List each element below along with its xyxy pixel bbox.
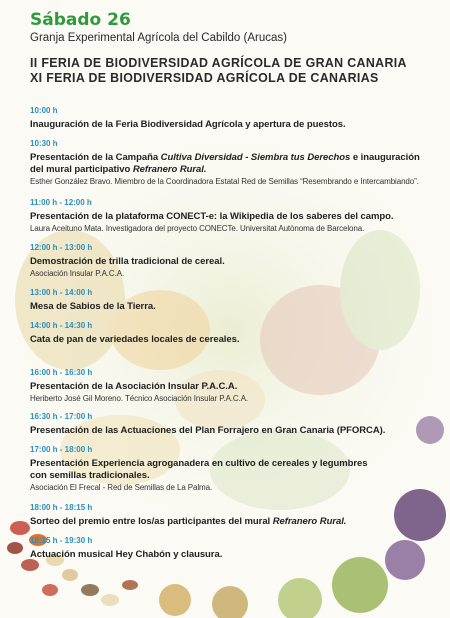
schedule-item (30, 412, 440, 437)
schedule-item (30, 106, 440, 131)
schedule-item (30, 243, 440, 279)
event-title-text: e inauguración (350, 152, 420, 163)
event-time: 12:00 h - 13:00 h (30, 243, 93, 252)
event-title: Presentación de la Asociación Insular P.A.C.A. (30, 381, 238, 392)
event-time: 13:00 h - 14:00 h (30, 288, 93, 297)
event-time: 16:30 h - 17:00 h (30, 412, 93, 421)
day-title: Sábado 26 (30, 10, 131, 30)
schedule-item (30, 503, 440, 528)
event-time: 16:00 h - 16:30 h (30, 368, 93, 377)
event-speaker: Laura Aceituno Mata. Investigadora del proyecto CONECTe. Universitat Autònoma de Barcelona. (30, 224, 365, 233)
fair-title-line2: XI FERIA DE BIODIVERSIDAD AGRÍCOLA DE CANARIAS (30, 70, 379, 86)
event-speaker: Heriberto José Gil Moreno. Técnico Asociación Insular P.A.C.A. (30, 394, 249, 403)
schedule-item (30, 139, 440, 187)
event-title-text: del mural participativo (30, 164, 133, 175)
program-content (30, 10, 440, 86)
schedule-item (30, 198, 440, 234)
event-title: Demostración de trilla tradicional de cereal. (30, 256, 225, 267)
event-title: Cata de pan de variedades locales de cereales. (30, 334, 240, 345)
fair-title-line1: II FERIA DE BIODIVERSIDAD AGRÍCOLA DE GRAN CANARIA (30, 55, 407, 71)
event-time: 18:15 h - 19:30 h (30, 536, 93, 545)
bean-illustration (7, 521, 138, 606)
schedule-item (30, 536, 440, 561)
schedule-item (30, 368, 440, 404)
event-time: 11:00 h - 12:00 h (30, 198, 92, 207)
event-title: Presentación de las Actuaciones del Plan Forrajero en Gran Canaria (PFORCA). (30, 425, 386, 436)
schedule-item (30, 445, 440, 493)
schedule-item (30, 288, 440, 313)
event-title: Mesa de Sabios de la Tierra. (30, 301, 156, 312)
mural-name: Refranero Rural. (272, 516, 347, 527)
event-title: Presentación Experiencia agroganadera en cultivo de cereales y legumbres (30, 458, 368, 469)
event-title: Actuación musical Hey Chabón y clausura. (30, 549, 223, 560)
event-title (30, 152, 440, 164)
event-title-text: Presentación de la Campaña (30, 152, 161, 163)
event-time: 10:30 h (30, 139, 58, 148)
event-time: 14:00 h - 14:30 h (30, 321, 93, 330)
event-speaker: Esther González Bravo. Miembro de la Coordinadora Estatal Red de Semillas “Resembrando e Intercambiando”. (30, 177, 419, 186)
event-title: Presentación de la plataforma CONECT-e: la Wikipedia de los saberes del campo. (30, 211, 394, 222)
mural-name: Refranero Rural. (132, 164, 207, 175)
schedule-item (30, 321, 440, 346)
event-title (30, 516, 440, 528)
event-title (30, 164, 440, 176)
event-title: Inauguración de la Feria Biodiversidad Agrícola y apertura de puestos. (30, 119, 346, 130)
event-time: 18:00 h - 18:15 h (30, 503, 93, 512)
venue-text: Granja Experimental Agrícola del Cabildo (Arucas) (30, 32, 287, 44)
event-time: 10:00 h (30, 106, 58, 115)
event-title-text: Sorteo del premio entre los/as participantes del mural (30, 516, 273, 527)
campaign-name: Cultiva Diversidad - Siembra tus Derechos (160, 152, 351, 163)
event-speaker: Asociación Insular P.A.C.A. (30, 269, 125, 278)
event-speaker: Asociación El Frecal - Red de Semillas de La Palma. (30, 483, 213, 492)
event-time: 17:00 h - 18:00 h (30, 445, 93, 454)
event-title: con semillas tradicionales. (30, 470, 150, 481)
